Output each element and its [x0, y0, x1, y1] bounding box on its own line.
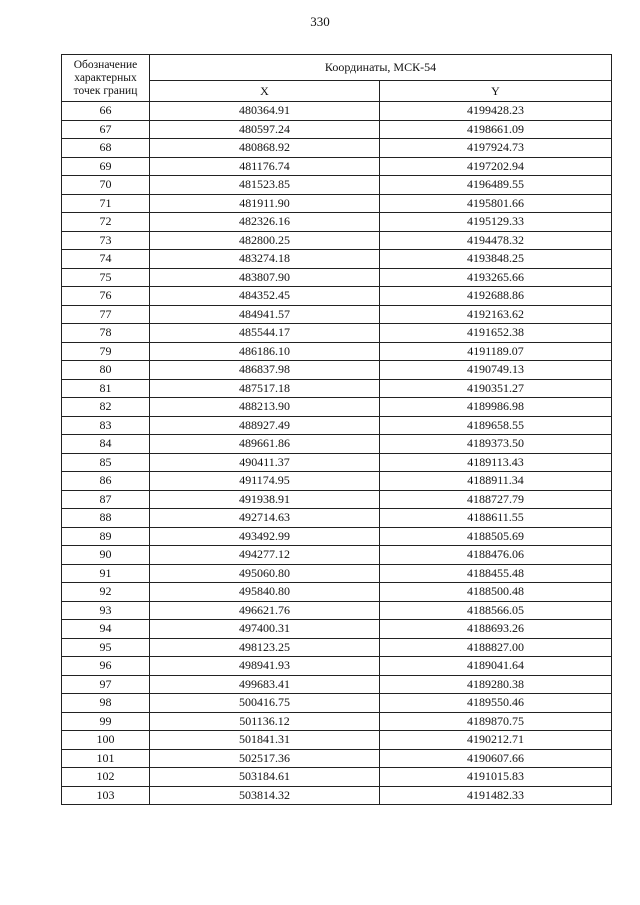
- y-coordinate-cell: 4188566.05: [380, 601, 612, 620]
- point-id-cell: 84: [62, 435, 150, 454]
- x-coordinate-cell: 497400.31: [150, 620, 380, 639]
- point-id-cell: 86: [62, 472, 150, 491]
- y-coordinate-cell: 4188727.79: [380, 490, 612, 509]
- y-coordinate-cell: 4191189.07: [380, 342, 612, 361]
- table-row: [62, 620, 612, 639]
- point-id-cell: 69: [62, 157, 150, 176]
- point-id-cell: 81: [62, 379, 150, 398]
- table-body: [62, 102, 612, 805]
- y-coordinate-cell: 4188911.34: [380, 472, 612, 491]
- x-coordinate-cell: 481911.90: [150, 194, 380, 213]
- table-row: [62, 657, 612, 676]
- x-coordinate-cell: 480364.91: [150, 102, 380, 121]
- point-id-cell: 82: [62, 398, 150, 417]
- point-id-cell: 71: [62, 194, 150, 213]
- table-row: [62, 509, 612, 528]
- x-coordinate-cell: 492714.63: [150, 509, 380, 528]
- y-coordinate-cell: 4191015.83: [380, 768, 612, 787]
- x-column-header: X: [150, 81, 380, 102]
- point-id-cell: 101: [62, 749, 150, 768]
- y-coordinate-cell: 4198661.09: [380, 120, 612, 139]
- table-row: [62, 490, 612, 509]
- table-row: [62, 379, 612, 398]
- point-id-cell: 98: [62, 694, 150, 713]
- point-id-cell: 83: [62, 416, 150, 435]
- y-coordinate-cell: 4188505.69: [380, 527, 612, 546]
- point-id-cell: 97: [62, 675, 150, 694]
- table-row: [62, 712, 612, 731]
- point-id-cell: 80: [62, 361, 150, 380]
- y-coordinate-cell: 4188476.06: [380, 546, 612, 565]
- table-row: [62, 287, 612, 306]
- y-coordinate-cell: 4189658.55: [380, 416, 612, 435]
- y-coordinate-cell: 4188611.55: [380, 509, 612, 528]
- point-id-cell: 99: [62, 712, 150, 731]
- point-id-cell: 92: [62, 583, 150, 602]
- x-coordinate-cell: 483274.18: [150, 250, 380, 269]
- x-coordinate-cell: 481176.74: [150, 157, 380, 176]
- table-row: [62, 194, 612, 213]
- table-row: [62, 768, 612, 787]
- point-id-cell: 95: [62, 638, 150, 657]
- point-id-cell: 89: [62, 527, 150, 546]
- y-coordinate-cell: 4194478.32: [380, 231, 612, 250]
- x-coordinate-cell: 501136.12: [150, 712, 380, 731]
- x-coordinate-cell: 491938.91: [150, 490, 380, 509]
- table-header: [62, 55, 612, 102]
- table-row: [62, 546, 612, 565]
- x-coordinate-cell: 499683.41: [150, 675, 380, 694]
- x-coordinate-cell: 498941.93: [150, 657, 380, 676]
- table-row: [62, 213, 612, 232]
- table-row: [62, 601, 612, 620]
- coordinates-group-header: Координаты, МСК-54: [150, 55, 612, 81]
- x-coordinate-cell: 480597.24: [150, 120, 380, 139]
- table-row: [62, 472, 612, 491]
- table-row: [62, 268, 612, 287]
- x-coordinate-cell: 491174.95: [150, 472, 380, 491]
- x-coordinate-cell: 480868.92: [150, 139, 380, 158]
- y-coordinate-cell: 4188455.48: [380, 564, 612, 583]
- table-row: [62, 342, 612, 361]
- x-coordinate-cell: 503184.61: [150, 768, 380, 787]
- point-id-cell: 91: [62, 564, 150, 583]
- y-coordinate-cell: 4193265.66: [380, 268, 612, 287]
- point-id-cell: 74: [62, 250, 150, 269]
- x-coordinate-cell: 488927.49: [150, 416, 380, 435]
- x-coordinate-cell: 485544.17: [150, 324, 380, 343]
- point-id-cell: 79: [62, 342, 150, 361]
- x-coordinate-cell: 483807.90: [150, 268, 380, 287]
- y-coordinate-cell: 4191482.33: [380, 786, 612, 805]
- table-row: [62, 361, 612, 380]
- table-row: [62, 231, 612, 250]
- x-coordinate-cell: 490411.37: [150, 453, 380, 472]
- x-coordinate-cell: 486837.98: [150, 361, 380, 380]
- x-coordinate-cell: 484941.57: [150, 305, 380, 324]
- point-id-cell: 72: [62, 213, 150, 232]
- point-id-cell: 76: [62, 287, 150, 306]
- point-id-cell: 67: [62, 120, 150, 139]
- point-id-cell: 102: [62, 768, 150, 787]
- table-row: [62, 694, 612, 713]
- table-row: [62, 120, 612, 139]
- y-coordinate-cell: 4189113.43: [380, 453, 612, 472]
- point-id-cell: 93: [62, 601, 150, 620]
- table-row: [62, 435, 612, 454]
- table-row: [62, 398, 612, 417]
- y-coordinate-cell: 4195801.66: [380, 194, 612, 213]
- point-id-cell: 73: [62, 231, 150, 250]
- table-row: [62, 731, 612, 750]
- point-id-cell: 68: [62, 139, 150, 158]
- coordinates-table: [61, 54, 612, 805]
- x-coordinate-cell: 488213.90: [150, 398, 380, 417]
- y-coordinate-cell: 4190749.13: [380, 361, 612, 380]
- x-coordinate-cell: 502517.36: [150, 749, 380, 768]
- x-coordinate-cell: 503814.32: [150, 786, 380, 805]
- y-coordinate-cell: 4189373.50: [380, 435, 612, 454]
- x-coordinate-cell: 482800.25: [150, 231, 380, 250]
- x-coordinate-cell: 486186.10: [150, 342, 380, 361]
- table-row: [62, 675, 612, 694]
- y-coordinate-cell: 4188693.26: [380, 620, 612, 639]
- x-coordinate-cell: 496621.76: [150, 601, 380, 620]
- y-column-header: Y: [380, 81, 612, 102]
- point-id-cell: 70: [62, 176, 150, 195]
- point-id-cell: 103: [62, 786, 150, 805]
- x-coordinate-cell: 493492.99: [150, 527, 380, 546]
- y-coordinate-cell: 4193848.25: [380, 250, 612, 269]
- x-coordinate-cell: 484352.45: [150, 287, 380, 306]
- y-coordinate-cell: 4197202.94: [380, 157, 612, 176]
- table-row: [62, 176, 612, 195]
- y-coordinate-cell: 4189041.64: [380, 657, 612, 676]
- table-row: [62, 749, 612, 768]
- point-id-cell: 66: [62, 102, 150, 121]
- y-coordinate-cell: 4189870.75: [380, 712, 612, 731]
- y-coordinate-cell: 4199428.23: [380, 102, 612, 121]
- y-coordinate-cell: 4189986.98: [380, 398, 612, 417]
- y-coordinate-cell: 4188827.00: [380, 638, 612, 657]
- table-row: [62, 102, 612, 121]
- x-coordinate-cell: 482326.16: [150, 213, 380, 232]
- x-coordinate-cell: 489661.86: [150, 435, 380, 454]
- point-id-cell: 96: [62, 657, 150, 676]
- point-column-header: Обозначение характерных точек границ: [62, 55, 150, 102]
- y-coordinate-cell: 4196489.55: [380, 176, 612, 195]
- point-id-cell: 90: [62, 546, 150, 565]
- table-row: [62, 638, 612, 657]
- table-row: [62, 583, 612, 602]
- y-coordinate-cell: 4190607.66: [380, 749, 612, 768]
- point-id-cell: 100: [62, 731, 150, 750]
- point-id-cell: 75: [62, 268, 150, 287]
- point-id-cell: 78: [62, 324, 150, 343]
- x-coordinate-cell: 495060.80: [150, 564, 380, 583]
- table-row: [62, 157, 612, 176]
- table-row: [62, 416, 612, 435]
- table-row: [62, 250, 612, 269]
- y-coordinate-cell: 4192688.86: [380, 287, 612, 306]
- point-id-cell: 87: [62, 490, 150, 509]
- y-coordinate-cell: 4189280.38: [380, 675, 612, 694]
- point-id-cell: 88: [62, 509, 150, 528]
- y-coordinate-cell: 4192163.62: [380, 305, 612, 324]
- table-row: [62, 786, 612, 805]
- table-row: [62, 324, 612, 343]
- y-coordinate-cell: 4190212.71: [380, 731, 612, 750]
- page-number: 330: [310, 14, 330, 29]
- point-id-cell: 94: [62, 620, 150, 639]
- y-coordinate-cell: 4191652.38: [380, 324, 612, 343]
- table-row: [62, 564, 612, 583]
- table-row: [62, 453, 612, 472]
- x-coordinate-cell: 498123.25: [150, 638, 380, 657]
- x-coordinate-cell: 494277.12: [150, 546, 380, 565]
- x-coordinate-cell: 500416.75: [150, 694, 380, 713]
- y-coordinate-cell: 4190351.27: [380, 379, 612, 398]
- y-coordinate-cell: 4189550.46: [380, 694, 612, 713]
- x-coordinate-cell: 501841.31: [150, 731, 380, 750]
- x-coordinate-cell: 487517.18: [150, 379, 380, 398]
- table-row: [62, 139, 612, 158]
- point-id-cell: 77: [62, 305, 150, 324]
- y-coordinate-cell: 4188500.48: [380, 583, 612, 602]
- table-row: [62, 527, 612, 546]
- y-coordinate-cell: 4195129.33: [380, 213, 612, 232]
- x-coordinate-cell: 495840.80: [150, 583, 380, 602]
- table-row: [62, 305, 612, 324]
- y-coordinate-cell: 4197924.73: [380, 139, 612, 158]
- point-id-cell: 85: [62, 453, 150, 472]
- x-coordinate-cell: 481523.85: [150, 176, 380, 195]
